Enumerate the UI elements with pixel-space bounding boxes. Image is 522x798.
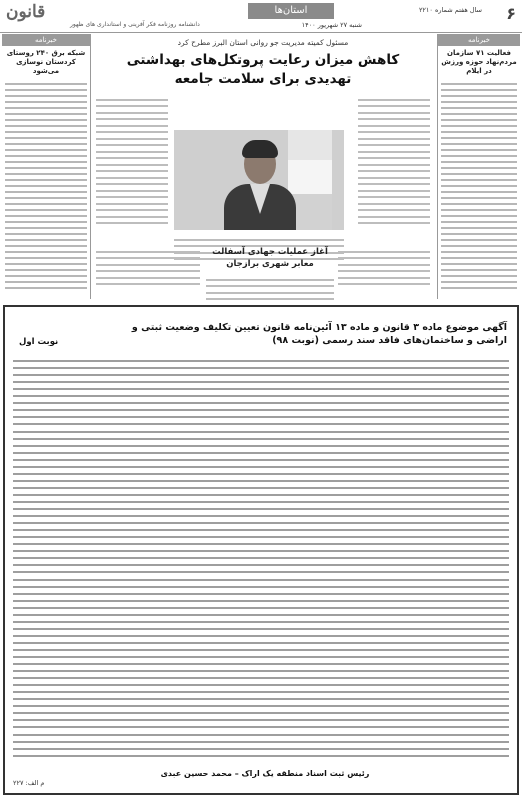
portrait-figure	[220, 136, 300, 230]
secondary-headline-line-1: آغاز عملیات جهادی آسفالت	[212, 247, 328, 257]
secondary-article-body	[206, 274, 334, 305]
section-label: استان‌ها	[248, 3, 334, 19]
lead-article-headline	[94, 51, 432, 89]
legal-notice-code: م الف: ۲۲۷	[13, 779, 45, 787]
right-sidebar-section: خبرنامه	[438, 34, 520, 46]
secondary-article-body-right	[338, 246, 430, 290]
lead-headline-line-2: تهدیدی برای سلامت جامعه	[174, 71, 352, 87]
secondary-articles	[94, 244, 432, 302]
right-sidebar-headline: فعالیت ۷۱ سازمان مردم‌نهاد حوزه ورزش در ایلام	[441, 49, 517, 75]
secondary-article-body-left	[96, 246, 200, 290]
lead-headline-line-1: کاهش میزان رعایت پروتکل‌های بهداشتی	[126, 52, 400, 68]
newspaper-logo: قانون	[6, 2, 46, 22]
left-sidebar-headline: شبکه برق ۲۴۰ روستای کردستان نوسازی می‌شود	[6, 49, 86, 75]
legal-notice-body	[13, 355, 509, 755]
issue-date: شنبه ۲۷ شهریور ۱۴۰۰	[301, 21, 362, 29]
secondary-headline-line-2: معابر شهری برازجان	[226, 259, 314, 269]
right-sidebar-body	[438, 83, 520, 289]
left-sidebar-section: خبرنامه	[2, 34, 90, 46]
secondary-article-headline	[206, 246, 334, 270]
legal-notice-signature: رئیس ثبت اسناد منطقه یک اراک – محمد حسین عبدی	[160, 769, 370, 778]
issue-number: سال هفتم شماره ۲۲۱۰	[418, 6, 482, 14]
left-sidebar-body	[2, 83, 90, 289]
lead-article-column-left	[96, 94, 168, 229]
legal-notice	[3, 305, 519, 795]
masthead	[0, 0, 522, 33]
lead-article-column-right	[358, 94, 430, 229]
lead-article-kicker: مسئول کمیته مدیریت جو روانی استان البرز مطرح کرد	[177, 38, 349, 47]
lead-article-photo	[174, 130, 344, 230]
newspaper-tagline: دانشنامه روزنامه فکر آفرینی و استانداری های ظهور	[70, 21, 200, 28]
legal-notice-round: نوبت اول	[19, 337, 59, 347]
page-number: ۶	[506, 4, 516, 23]
left-sidebar	[2, 34, 91, 299]
legal-notice-title: آگهی موضوع ماده ۳ قانون و ماده ۱۳ آئین‌نامه قانون تعیین تکلیف وضعیت ثبتی و اراضی و ساختمان‌های فاقد سند رسمی (نوبت ۹۸)	[131, 322, 507, 346]
right-sidebar	[437, 34, 520, 299]
